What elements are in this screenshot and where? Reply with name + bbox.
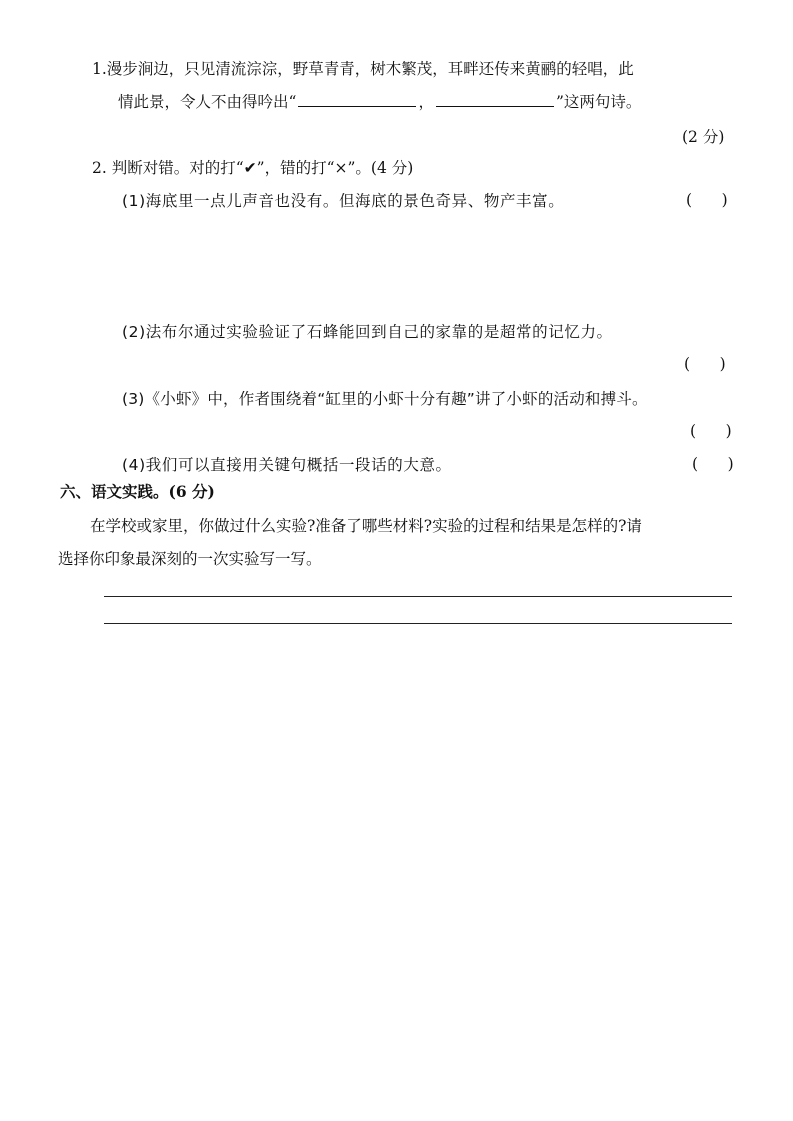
q1-comma: ， [418,93,434,111]
q1-score: (2 分) [682,128,725,146]
q2-item-1-answer[interactable]: ( ) [686,191,728,209]
writing-line-2[interactable] [104,623,732,624]
writing-line-1[interactable] [104,596,732,597]
q2-item-2-answer[interactable]: ( ) [684,355,726,373]
q2-item-3-text: (3)《小虾》中，作者围绕着“缸里的小虾十分有趣”讲了小虾的活动和搏斗。 [122,390,648,408]
q1-number: 1. [92,60,107,78]
q1-line-2 [118,92,641,112]
q1-text-1: 漫步涧边，只见清流淙淙，野草青青，树木繁茂，耳畔还传来黄鹂的轻唱，此 [106,60,634,78]
section-6-text-2: 选择你印象最深刻的一次实验写一写。 [58,550,322,568]
section-6-heading: 六、语文实践。(6 分) [60,482,215,501]
q2-item-2-text: (2)法布尔通过实验验证了石蜂能回到自己的家靠的是超常的记忆力。 [122,323,613,341]
section-6-text-1: 在学校或家里，你做过什么实验?准备了哪些材料?实验的过程和结果是怎样的?请 [90,517,642,535]
q1-blank-2[interactable] [436,92,554,107]
q2-prompt: 判断对错。对的打“✔”，错的打“×”。(4 分) [111,159,414,177]
q2-prompt-line [92,158,413,178]
q2-item-3-answer[interactable]: ( ) [690,422,732,440]
q2-number: 2. [92,159,107,177]
q1-blank-1[interactable] [298,92,416,107]
q1-text-2b: ”这两句诗。 [555,93,642,111]
q2-item-1-text: (1)海底里一点儿声音也没有。但海底的景色奇异、物产丰富。 [122,192,565,210]
q1-line-1 [92,59,634,79]
q1-text-2a: 情此景，令人不由得吟出“ [118,93,297,111]
q2-item-4-text: (4)我们可以直接用关键句概括一段话的大意。 [122,456,452,474]
q2-item-4-answer[interactable]: ( ) [692,455,734,473]
